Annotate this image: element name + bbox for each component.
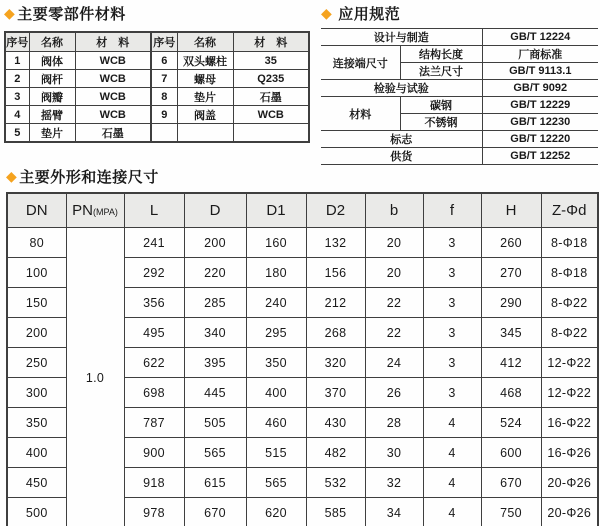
dims-cell: 20	[365, 228, 423, 258]
dims-cell: 3	[423, 258, 481, 288]
materials-cell: 3	[5, 88, 29, 106]
materials-cell: WCB	[75, 70, 151, 88]
materials-section	[4, 3, 310, 143]
dims-header: Z-Φd	[541, 193, 598, 228]
materials-cell: 9	[151, 106, 177, 124]
specs-row	[321, 97, 598, 114]
materials-header: 材 料	[233, 32, 309, 52]
dims-cell: 4	[423, 468, 481, 498]
dims-cell: 670	[481, 468, 541, 498]
dims-cell: 412	[481, 348, 541, 378]
materials-cell: 垫片	[29, 124, 75, 143]
materials-cell	[151, 124, 177, 143]
dims-header-pn: PN	[72, 202, 93, 219]
dims-cell: 3	[423, 288, 481, 318]
dimensions-section-title	[6, 166, 599, 187]
specs-table	[321, 28, 598, 165]
dims-row	[7, 228, 598, 258]
materials-header: 序号	[151, 32, 177, 52]
dims-cell: 32	[365, 468, 423, 498]
specs-sublabel: 法兰尺寸	[400, 63, 482, 80]
materials-header: 名称	[177, 32, 233, 52]
dims-dn-cell: 300	[7, 378, 66, 408]
dims-cell: 524	[481, 408, 541, 438]
dims-dn-cell: 150	[7, 288, 66, 318]
dimensions-section	[6, 166, 599, 526]
specs-value: GB/T 9113.1	[482, 63, 598, 80]
dims-cell: 620	[246, 498, 306, 526]
dimensions-title-text: 主要外形和连接尺寸	[19, 169, 159, 186]
diamond-bullet-icon: ◆	[4, 5, 16, 21]
dims-cell: 200	[184, 228, 246, 258]
dims-cell: 241	[124, 228, 184, 258]
materials-table	[4, 31, 310, 143]
dims-cell: 698	[124, 378, 184, 408]
materials-cell: 石墨	[233, 88, 309, 106]
dimensions-table	[6, 192, 599, 526]
dims-header: f	[423, 193, 481, 228]
dims-cell: 20-Φ26	[541, 468, 598, 498]
dims-cell: 900	[124, 438, 184, 468]
dims-cell: 370	[306, 378, 365, 408]
dims-dn-cell: 450	[7, 468, 66, 498]
dims-dn-cell: 250	[7, 348, 66, 378]
dims-dn-cell: 400	[7, 438, 66, 468]
dims-cell: 292	[124, 258, 184, 288]
dims-cell: 615	[184, 468, 246, 498]
materials-cell: Q235	[233, 70, 309, 88]
specs-sublabel: 碳钢	[400, 97, 482, 114]
dims-cell: 20	[365, 258, 423, 288]
materials-cell: 石墨	[75, 124, 151, 143]
specs-label: 设计与制造	[321, 29, 482, 46]
specs-value: GB/T 12229	[482, 97, 598, 114]
dims-cell: 12-Φ22	[541, 378, 598, 408]
dims-cell: 482	[306, 438, 365, 468]
dims-cell: 468	[481, 378, 541, 408]
specs-value: 厂商标准	[482, 46, 598, 63]
specs-value: GB/T 12220	[482, 131, 598, 148]
dims-cell: 268	[306, 318, 365, 348]
dims-cell: 3	[423, 318, 481, 348]
materials-cell	[177, 124, 233, 143]
materials-cell: 阀杆	[29, 70, 75, 88]
dims-cell: 320	[306, 348, 365, 378]
materials-cell: WCB	[233, 106, 309, 124]
dims-cell: 8-Φ18	[541, 228, 598, 258]
materials-cell: 7	[151, 70, 177, 88]
dims-dn-cell: 80	[7, 228, 66, 258]
specs-section	[321, 3, 598, 165]
specs-sublabel: 不锈钢	[400, 114, 482, 131]
materials-header: 序号	[5, 32, 29, 52]
dims-cell: 4	[423, 498, 481, 526]
dims-cell: 270	[481, 258, 541, 288]
specs-row	[321, 131, 598, 148]
materials-cell	[233, 124, 309, 143]
dims-cell: 345	[481, 318, 541, 348]
dims-header: D	[184, 193, 246, 228]
dims-header: H	[481, 193, 541, 228]
dims-header: L	[124, 193, 184, 228]
dims-cell: 28	[365, 408, 423, 438]
materials-cell: 螺母	[177, 70, 233, 88]
dims-cell: 8-Φ22	[541, 288, 598, 318]
specs-label: 连接端尺寸	[321, 46, 400, 80]
dims-cell: 395	[184, 348, 246, 378]
dims-header: DN	[7, 193, 66, 228]
dims-cell: 4	[423, 438, 481, 468]
materials-cell: 阀体	[29, 52, 75, 70]
dims-cell: 3	[423, 378, 481, 408]
materials-cell: 1	[5, 52, 29, 70]
materials-cell: 8	[151, 88, 177, 106]
specs-sublabel: 结构长度	[400, 46, 482, 63]
dims-cell: 260	[481, 228, 541, 258]
dims-cell: 26	[365, 378, 423, 408]
dims-cell: 3	[423, 348, 481, 378]
dims-header: b	[365, 193, 423, 228]
materials-cell: WCB	[75, 52, 151, 70]
dims-cell: 34	[365, 498, 423, 526]
dims-header-pn-unit: (MPA)	[93, 207, 118, 217]
materials-header: 材 料	[75, 32, 151, 52]
dims-cell: 20-Φ26	[541, 498, 598, 526]
dims-cell: 8-Φ22	[541, 318, 598, 348]
dims-cell: 670	[184, 498, 246, 526]
dims-header: D2	[306, 193, 365, 228]
specs-label: 检验与试验	[321, 80, 482, 97]
specs-value: GB/T 12224	[482, 29, 598, 46]
specs-label: 材料	[321, 97, 400, 131]
materials-row	[5, 52, 309, 70]
dims-cell: 565	[184, 438, 246, 468]
materials-row	[5, 88, 309, 106]
diamond-bullet-icon: ◆	[321, 5, 333, 21]
dims-cell: 750	[481, 498, 541, 526]
dims-cell: 8-Φ18	[541, 258, 598, 288]
dims-cell: 30	[365, 438, 423, 468]
dims-cell: 180	[246, 258, 306, 288]
dims-cell: 787	[124, 408, 184, 438]
materials-title-text: 主要零部件材料	[17, 6, 126, 23]
materials-cell: 阀盖	[177, 106, 233, 124]
materials-cell: 5	[5, 124, 29, 143]
dims-cell: 430	[306, 408, 365, 438]
materials-cell: 6	[151, 52, 177, 70]
dims-cell: 978	[124, 498, 184, 526]
specs-row	[321, 29, 598, 46]
materials-cell: 4	[5, 106, 29, 124]
dims-cell: 240	[246, 288, 306, 318]
dims-cell: 356	[124, 288, 184, 318]
dims-cell: 445	[184, 378, 246, 408]
dims-dn-cell: 100	[7, 258, 66, 288]
dims-cell: 22	[365, 288, 423, 318]
dims-cell: 532	[306, 468, 365, 498]
specs-value: GB/T 12230	[482, 114, 598, 131]
dims-cell: 585	[306, 498, 365, 526]
dims-cell: 495	[124, 318, 184, 348]
materials-row	[5, 70, 309, 88]
materials-cell: 2	[5, 70, 29, 88]
dims-cell: 132	[306, 228, 365, 258]
diamond-bullet-icon: ◆	[6, 168, 18, 184]
materials-section-title	[4, 3, 310, 24]
dims-cell: 290	[481, 288, 541, 318]
specs-value: GB/T 9092	[482, 80, 598, 97]
dims-cell: 295	[246, 318, 306, 348]
materials-cell: WCB	[75, 106, 151, 124]
dims-cell: 22	[365, 318, 423, 348]
dims-header	[66, 193, 124, 228]
materials-row	[5, 106, 309, 124]
dims-cell: 4	[423, 408, 481, 438]
dims-cell: 220	[184, 258, 246, 288]
specs-title-text: 应用规范	[338, 6, 401, 23]
dims-cell: 515	[246, 438, 306, 468]
materials-row	[5, 124, 309, 143]
dims-cell: 16-Φ26	[541, 438, 598, 468]
dims-cell: 16-Φ22	[541, 408, 598, 438]
dims-cell: 160	[246, 228, 306, 258]
specs-row	[321, 148, 598, 165]
specs-row	[321, 46, 598, 63]
dims-cell: 505	[184, 408, 246, 438]
materials-cell: 35	[233, 52, 309, 70]
specs-label: 供货	[321, 148, 482, 165]
dims-cell: 600	[481, 438, 541, 468]
specs-row	[321, 80, 598, 97]
dims-cell: 24	[365, 348, 423, 378]
dims-cell: 400	[246, 378, 306, 408]
materials-cell: WCB	[75, 88, 151, 106]
materials-cell: 摇臂	[29, 106, 75, 124]
dims-cell: 622	[124, 348, 184, 378]
dims-cell: 460	[246, 408, 306, 438]
dims-cell: 350	[246, 348, 306, 378]
dims-header: D1	[246, 193, 306, 228]
dims-cell: 285	[184, 288, 246, 318]
dims-dn-cell: 350	[7, 408, 66, 438]
specs-section-title	[321, 3, 598, 24]
dims-dn-cell: 200	[7, 318, 66, 348]
materials-cell: 垫片	[177, 88, 233, 106]
materials-cell: 阀瓣	[29, 88, 75, 106]
dims-cell: 3	[423, 228, 481, 258]
specs-label: 标志	[321, 131, 482, 148]
dims-cell: 340	[184, 318, 246, 348]
dims-cell: 156	[306, 258, 365, 288]
dims-cell: 12-Φ22	[541, 348, 598, 378]
dims-dn-cell: 500	[7, 498, 66, 526]
dims-cell: 565	[246, 468, 306, 498]
specs-value: GB/T 12252	[482, 148, 598, 165]
dims-cell: 918	[124, 468, 184, 498]
dims-cell: 212	[306, 288, 365, 318]
materials-header: 名称	[29, 32, 75, 52]
dims-pn-value-cell: 1.0	[66, 228, 124, 526]
materials-cell: 双头螺柱	[177, 52, 233, 70]
